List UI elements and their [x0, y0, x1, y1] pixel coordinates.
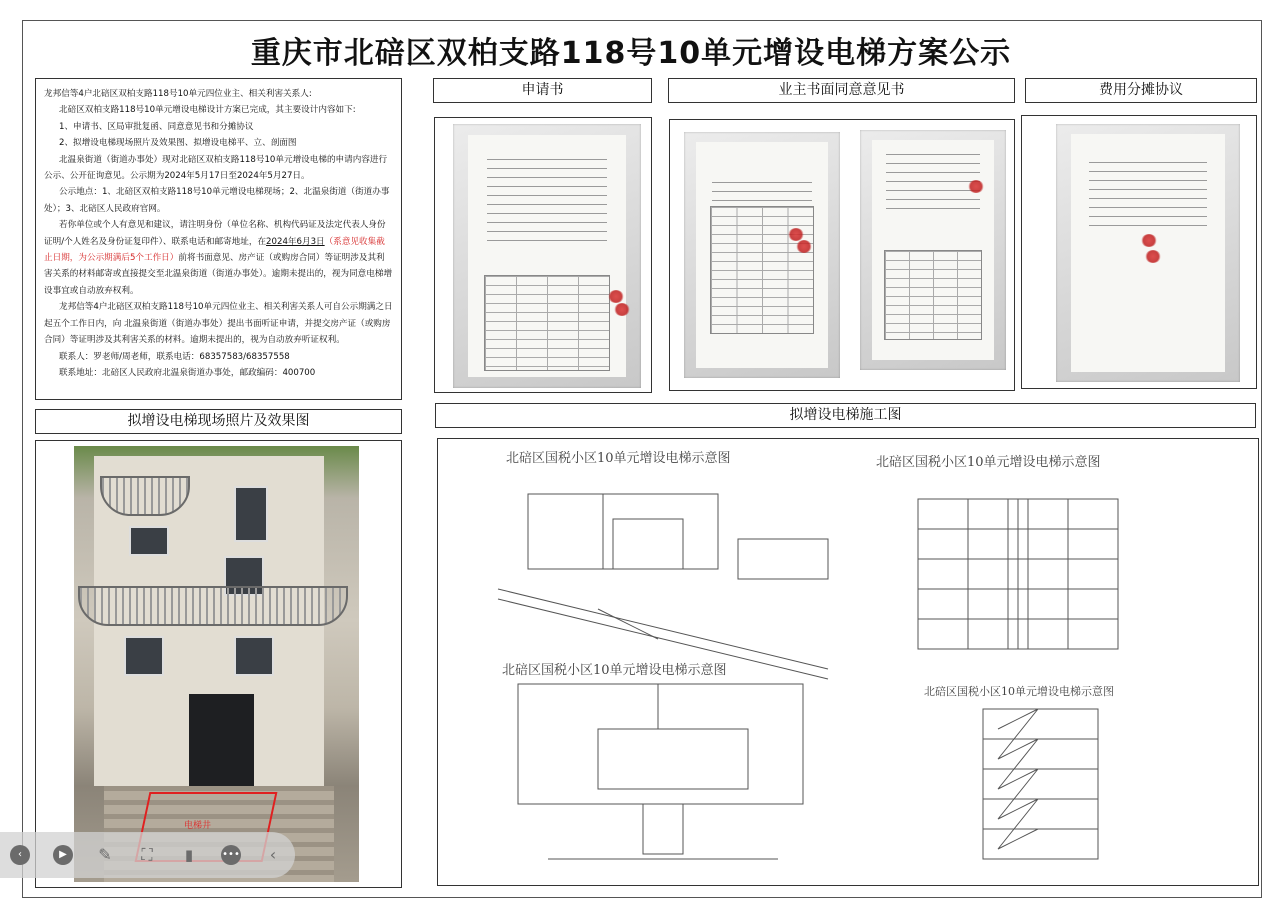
consent-label: 业主书面同意意见书 — [668, 78, 1015, 103]
drawing-title-3: 北碚区国税小区10单元增设电梯示意图 — [502, 663, 727, 678]
scan-icon[interactable]: ⛶ — [141, 845, 153, 864]
notice-paragraph-1: 北温泉街道（街道办事处）现对北碚区双柏支路118号10单元增设电梯的申请内容进行公示、公开征询意见。公示期为2024年5月17日至2024年5月27日。 — [44, 154, 388, 182]
site-photo-panel — [35, 440, 402, 888]
notice-paragraph-3-a: 若你单位或个人有意见和建议，请注明身份（单位名称、机构代码证及法定代表人身份证明/个人姓名及身份证复印件）、联系电话和邮寄地址，在 — [44, 220, 386, 247]
deadline-date: 2024年6月3日 — [266, 236, 325, 247]
notice-paragraph-3 — [44, 217, 393, 299]
drawing-lines — [438, 439, 1260, 887]
site-photo: 电梯井 — [74, 446, 359, 882]
fingerprint-stamp — [614, 303, 630, 316]
cost-photo — [1056, 124, 1240, 382]
collapse-icon[interactable]: ‹ — [269, 845, 277, 864]
pen-icon[interactable]: ✎ — [98, 845, 112, 864]
signature-table — [484, 275, 610, 371]
construction-drawings — [437, 438, 1259, 886]
drawing-title-4: 北碚区国税小区10单元增设电梯示意图 — [924, 685, 1114, 698]
notice-text — [35, 78, 402, 400]
notice-intro: 北碚区双柏支路118号10单元增设电梯设计方案已完成，其主要设计内容如下: — [59, 105, 356, 116]
back-icon[interactable]: ‹ — [10, 845, 30, 865]
notice-paragraph-2: 公示地点：1、北碚区双柏支路118号10单元增设电梯现场；2、北温泉街道（街道办事处）；3、北碚区人民政府官网。 — [44, 187, 390, 214]
application-photo — [453, 124, 641, 388]
consent-documents — [669, 119, 1015, 391]
notice-paragraph-3-b: 前将书面意见、房产证（或购房合同）等证明涉及其利害关系的材料邮寄或直接提交至北温泉街道（街道办事处）。逾期未提出的，视为同意电梯增设事宜或自动放弃权利。 — [44, 253, 393, 296]
cost-label: 费用分摊协议 — [1025, 78, 1257, 103]
consent-photo-1 — [684, 132, 840, 378]
contact-line: 联系人：罗老师/周老师，联系电话：68357583/68357558 — [59, 351, 290, 362]
application-label: 申请书 — [433, 78, 652, 103]
address-line: 联系地址：北碚区人民政府北温泉街道办事处，邮政编码：400700 — [59, 367, 316, 378]
drawing-label: 拟增设电梯施工图 — [435, 403, 1256, 428]
fingerprint-stamp — [608, 290, 624, 303]
video-icon[interactable]: ▮ — [184, 846, 194, 864]
notice-item-1: 1、申请书、区局审批复函、同意意见书和分摊协议 — [59, 121, 254, 132]
notice-greeting: 龙邦信等4户北碚区双柏支路118号10单元四位业主、相关利害关系人: — [44, 89, 312, 99]
more-icon[interactable]: ••• — [221, 845, 241, 865]
page-title: 重庆市北碚区双柏支路118号10单元增设电梯方案公示 — [250, 36, 1012, 71]
cost-document — [1021, 115, 1257, 389]
application-document — [434, 117, 652, 393]
drawing-title-2: 北碚区国税小区10单元增设电梯示意图 — [876, 455, 1101, 470]
play-icon[interactable]: ▶ — [53, 845, 73, 865]
consent-photo-2 — [860, 130, 1006, 370]
entrance-door — [189, 694, 254, 786]
deadline-note: （系意见收集截止日期，为公示期满后5个工作日） — [44, 236, 385, 264]
drawing-title-1: 北碚区国税小区10单元增设电梯示意图 — [506, 451, 731, 466]
notice-paragraph-4: 龙邦信等4户北碚区双柏支路118号10单元四位业主、相关利害关系人可自公示期满之日起五个工作日内，向 北温泉街道（街道办事处）提出书面听证申请，并提交房产证（或购房合同）等证明涉及其利害关系的材料。逾期未提出的，视为自动放弃听证权利。 — [44, 302, 393, 346]
notice-item-2: 2、拟增设电梯现场照片及效果图、拟增设电梯平、立、剖面图 — [59, 138, 297, 149]
photo-label: 拟增设电梯现场照片及效果图 — [35, 409, 402, 434]
image-toolbar — [0, 832, 295, 878]
